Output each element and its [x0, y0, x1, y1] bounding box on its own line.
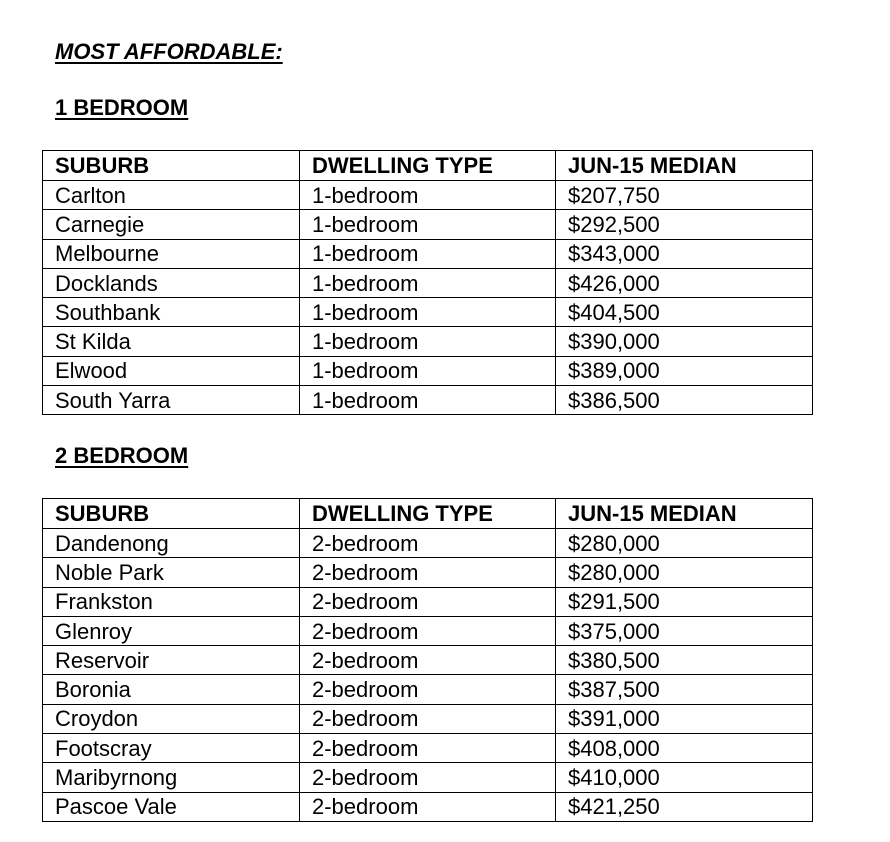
- cell-dwelling-type: 1-bedroom: [300, 356, 556, 385]
- cell-dwelling-type: 2-bedroom: [300, 587, 556, 616]
- column-header-dwelling-type: DWELLING TYPE: [300, 151, 556, 181]
- table-row: [43, 587, 813, 616]
- cell-median: $207,750: [556, 181, 813, 210]
- cell-median: $343,000: [556, 239, 813, 268]
- cell-median: $404,500: [556, 298, 813, 327]
- table-row: [43, 646, 813, 675]
- cell-median: $292,500: [556, 210, 813, 239]
- cell-dwelling-type: 2-bedroom: [300, 616, 556, 645]
- column-header-median: JUN-15 MEDIAN: [556, 151, 813, 181]
- cell-dwelling-type: 1-bedroom: [300, 239, 556, 268]
- cell-suburb: Southbank: [43, 298, 300, 327]
- column-header-suburb: SUBURB: [43, 151, 300, 181]
- cell-suburb: Docklands: [43, 268, 300, 297]
- cell-suburb: Carlton: [43, 181, 300, 210]
- cell-dwelling-type: 1-bedroom: [300, 386, 556, 415]
- table-row: [43, 558, 813, 587]
- table-row: [43, 268, 813, 297]
- table-header-row: [43, 151, 813, 181]
- cell-median: $391,000: [556, 704, 813, 733]
- table-row: [43, 181, 813, 210]
- table-2-bedroom: [42, 498, 813, 822]
- table-row: [43, 529, 813, 558]
- cell-median: $389,000: [556, 356, 813, 385]
- column-header-suburb: SUBURB: [43, 499, 300, 529]
- table-body: [43, 181, 813, 415]
- cell-median: $390,000: [556, 327, 813, 356]
- cell-dwelling-type: 1-bedroom: [300, 210, 556, 239]
- cell-median: $408,000: [556, 734, 813, 763]
- cell-suburb: St Kilda: [43, 327, 300, 356]
- cell-median: $375,000: [556, 616, 813, 645]
- table-row: [43, 734, 813, 763]
- cell-suburb: Frankston: [43, 587, 300, 616]
- cell-median: $280,000: [556, 529, 813, 558]
- table-body: [43, 529, 813, 822]
- cell-dwelling-type: 2-bedroom: [300, 675, 556, 704]
- cell-suburb: Footscray: [43, 734, 300, 763]
- cell-median: $410,000: [556, 763, 813, 792]
- table-row: [43, 704, 813, 733]
- section-heading-2-bedroom: 2 BEDROOM: [55, 443, 189, 468]
- cell-median: $421,250: [556, 792, 813, 821]
- table-1-bedroom: [42, 150, 813, 415]
- table-row: [43, 239, 813, 268]
- cell-dwelling-type: 1-bedroom: [300, 327, 556, 356]
- table-row: [43, 298, 813, 327]
- cell-suburb: Dandenong: [43, 529, 300, 558]
- table-row: [43, 210, 813, 239]
- cell-median: $291,500: [556, 587, 813, 616]
- table-row: [43, 356, 813, 385]
- column-header-median: JUN-15 MEDIAN: [556, 499, 813, 529]
- cell-suburb: Elwood: [43, 356, 300, 385]
- table-header-row: [43, 499, 813, 529]
- cell-median: $380,500: [556, 646, 813, 675]
- table-row: [43, 386, 813, 415]
- cell-dwelling-type: 2-bedroom: [300, 734, 556, 763]
- cell-median: $386,500: [556, 386, 813, 415]
- section-heading-1-bedroom: 1 BEDROOM: [55, 95, 189, 120]
- cell-dwelling-type: 1-bedroom: [300, 268, 556, 297]
- cell-suburb: Pascoe Vale: [43, 792, 300, 821]
- cell-dwelling-type: 2-bedroom: [300, 792, 556, 821]
- page-title: MOST AFFORDABLE:: [55, 39, 283, 64]
- table-row: [43, 327, 813, 356]
- cell-suburb: Boronia: [43, 675, 300, 704]
- cell-median: $426,000: [556, 268, 813, 297]
- table-row: [43, 792, 813, 821]
- cell-suburb: Reservoir: [43, 646, 300, 675]
- cell-suburb: Noble Park: [43, 558, 300, 587]
- cell-dwelling-type: 2-bedroom: [300, 529, 556, 558]
- cell-suburb: South Yarra: [43, 386, 300, 415]
- cell-suburb: Maribyrnong: [43, 763, 300, 792]
- cell-dwelling-type: 2-bedroom: [300, 763, 556, 792]
- cell-suburb: Croydon: [43, 704, 300, 733]
- cell-suburb: Glenroy: [43, 616, 300, 645]
- table-row: [43, 675, 813, 704]
- cell-dwelling-type: 1-bedroom: [300, 181, 556, 210]
- cell-median: $387,500: [556, 675, 813, 704]
- column-header-dwelling-type: DWELLING TYPE: [300, 499, 556, 529]
- cell-dwelling-type: 2-bedroom: [300, 646, 556, 675]
- table-row: [43, 763, 813, 792]
- cell-dwelling-type: 2-bedroom: [300, 704, 556, 733]
- cell-dwelling-type: 1-bedroom: [300, 298, 556, 327]
- cell-median: $280,000: [556, 558, 813, 587]
- table-row: [43, 616, 813, 645]
- cell-dwelling-type: 2-bedroom: [300, 558, 556, 587]
- cell-suburb: Melbourne: [43, 239, 300, 268]
- cell-suburb: Carnegie: [43, 210, 300, 239]
